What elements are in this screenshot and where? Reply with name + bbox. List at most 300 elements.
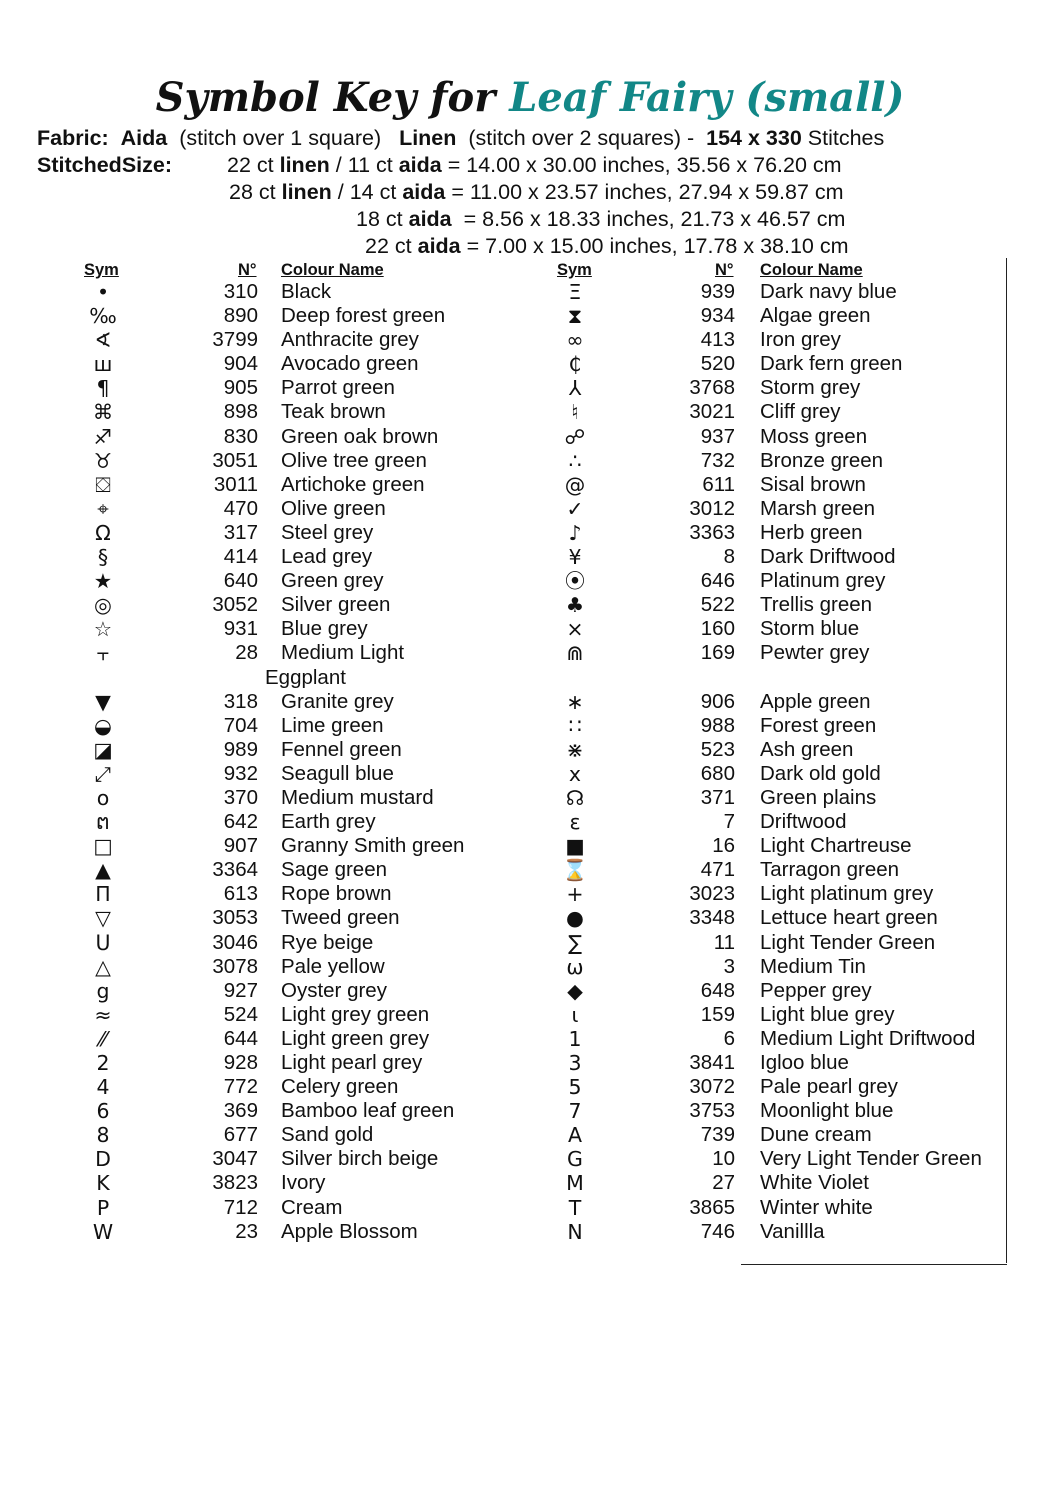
num-header: N°	[715, 261, 734, 279]
symbol-glyph: ɩ	[571, 1002, 579, 1027]
colour-name: Lead grey	[281, 545, 373, 569]
table-row	[0, 738, 1000, 762]
colour-name: Moonlight blue	[760, 1099, 894, 1123]
dmc-number: 3072	[689, 1075, 735, 1099]
colour-name: Silver green	[281, 593, 391, 617]
colour-name: Steel grey	[281, 520, 374, 544]
symbol-glyph: ◎	[94, 593, 112, 618]
fabric-type: aida	[402, 180, 446, 204]
sym-header: Sym	[557, 261, 592, 279]
size-value: = 8.56 x 18.33 inches, 21.73 x 46.57 cm	[463, 207, 846, 231]
dmc-number: 680	[700, 761, 735, 785]
symbol-glyph: W	[92, 1219, 114, 1244]
colour-name: Pewter grey	[760, 641, 870, 665]
colour-name: Iron grey	[760, 328, 841, 352]
symbol-glyph: ✓	[566, 496, 584, 521]
symbol-glyph: ⁄⁄	[99, 1026, 107, 1051]
table-row	[0, 400, 1000, 424]
symbol-glyph: ■	[565, 834, 585, 859]
colour-name: Oyster grey	[281, 978, 387, 1002]
table-row	[0, 931, 1000, 955]
colour-name: Parrot green	[281, 376, 395, 400]
symbol-glyph: §	[97, 545, 109, 570]
colour-name: Pale pearl grey	[760, 1075, 898, 1099]
stitched-size-line	[229, 180, 844, 205]
dmc-number: 413	[700, 328, 735, 352]
dmc-number: 613	[223, 882, 258, 906]
colour-name: Medium Tin	[760, 954, 866, 978]
symbol-glyph: ຕ	[96, 810, 110, 835]
colour-name: Dark navy blue	[760, 280, 897, 303]
symbol-glyph: ♐	[93, 424, 113, 449]
colour-name: Tweed green	[281, 906, 400, 930]
dmc-number: 732	[700, 448, 735, 472]
colour-name: Algae green	[760, 304, 871, 328]
table-row	[0, 1220, 1000, 1244]
dmc-number: 318	[223, 689, 258, 713]
dmc-number: 470	[223, 496, 258, 520]
pattern-name: Leaf Fairy (small)	[509, 74, 905, 121]
colour-name: Ivory	[281, 1171, 326, 1195]
colour-name: Light platinum grey	[760, 882, 934, 906]
dmc-number: 890	[223, 304, 258, 328]
ct-value: / 14 ct	[337, 180, 397, 204]
dmc-number: 937	[700, 424, 735, 448]
dmc-number: 905	[223, 376, 258, 400]
colour-name: Dark old gold	[760, 761, 881, 785]
dmc-number: 3021	[689, 400, 735, 424]
colour-name: Dark Driftwood	[760, 545, 896, 569]
dmc-number: 939	[700, 280, 735, 303]
dmc-number: 317	[223, 520, 258, 544]
size-value: = 14.00 x 30.00 inches, 35.56 x 76.20 cm	[447, 153, 842, 177]
symbol-glyph: ⨯	[566, 617, 584, 642]
table-row	[0, 882, 1000, 906]
symbol-glyph: ⫟	[96, 641, 110, 666]
table-row	[0, 328, 1000, 352]
dmc-number: 932	[223, 761, 258, 785]
symbol-glyph: ∞	[566, 328, 584, 353]
colour-name: Cream	[281, 1195, 343, 1219]
dmc-number: 522	[700, 593, 735, 617]
colour-name: Driftwood	[760, 810, 847, 834]
symbol-glyph: ▼	[95, 689, 111, 714]
symbol-glyph: ☊	[565, 785, 585, 810]
symbol-glyph: ◒	[94, 713, 112, 738]
symbol-glyph: ★	[93, 569, 113, 594]
colour-name: Deep forest green	[281, 304, 446, 328]
table-row	[0, 1147, 1000, 1171]
colour-name: Marsh green	[760, 496, 876, 520]
symbol-glyph: ◆	[567, 978, 583, 1003]
symbol-glyph: ⛋	[95, 472, 111, 497]
symbol-glyph: ●	[566, 906, 584, 931]
symbol-glyph: ∷	[568, 713, 582, 738]
symbol-glyph: Ω	[95, 520, 111, 545]
dmc-number: 520	[700, 352, 735, 376]
symbol-glyph: ¥	[568, 545, 582, 570]
colour-name: Fennel green	[281, 737, 402, 761]
colour-name: Herb green	[760, 520, 863, 544]
colour-name: Sisal brown	[760, 472, 866, 496]
symbol-glyph: ⧗	[567, 304, 583, 329]
colour-name: Light green grey	[281, 1026, 430, 1050]
symbol-glyph: D	[95, 1147, 111, 1172]
table-row	[0, 1099, 1000, 1123]
dmc-number: 898	[223, 400, 258, 424]
dmc-number: 27	[712, 1171, 735, 1195]
dmc-number: 16	[712, 834, 735, 858]
symbol-glyph: △	[95, 954, 111, 979]
table-row	[0, 1075, 1000, 1099]
colour-name: Olive tree green	[281, 448, 427, 472]
symbol-glyph: ♪	[568, 520, 582, 545]
name-header: Colour Name	[760, 261, 863, 279]
table-row	[0, 521, 1000, 545]
symbol-glyph: K	[96, 1171, 110, 1196]
colour-name: Medium mustard	[281, 785, 434, 809]
fabric-type: linen	[281, 180, 332, 204]
symbol-glyph: ⋇	[566, 737, 584, 762]
table-row	[0, 593, 1000, 617]
fabric-aida: Aida	[120, 126, 168, 150]
dmc-number: 3023	[689, 882, 735, 906]
fabric-aida-note: (stitch over 1 square)	[179, 126, 382, 150]
colour-name: Dune cream	[760, 1123, 872, 1147]
colour-name: Avocado green	[281, 352, 419, 376]
symbol-glyph: +	[566, 882, 584, 907]
symbol-glyph: ∴	[568, 448, 582, 473]
table-row	[0, 352, 1000, 376]
name-header: Colour Name	[281, 261, 384, 279]
symbol-glyph: ¶	[96, 376, 110, 401]
dmc-number: 3012	[689, 496, 735, 520]
fabric-linen-note: (stitch over 2 squares) -	[468, 126, 695, 150]
fabric-linen: Linen	[399, 126, 457, 150]
symbol-glyph: 5	[568, 1075, 582, 1100]
symbol-glyph: ⅄	[568, 376, 582, 401]
dmc-number: 3011	[213, 472, 258, 496]
symbol-glyph: 6	[96, 1099, 110, 1124]
colour-name: Storm grey	[760, 376, 861, 400]
colour-name: Granite grey	[281, 689, 394, 713]
dmc-number: 6	[723, 1026, 735, 1050]
symbol-glyph: N	[567, 1219, 583, 1244]
symbol-glyph: 8	[96, 1123, 110, 1148]
symbol-glyph: ◪	[93, 737, 113, 762]
colour-name: Earth grey	[281, 810, 376, 834]
colour-name: Light pearl grey	[281, 1051, 423, 1074]
page-title	[0, 74, 1060, 121]
dmc-number: 7	[723, 810, 735, 834]
dmc-number: 772	[223, 1075, 258, 1099]
symbol-glyph: ε	[569, 810, 581, 835]
colour-name: Light Tender Green	[760, 930, 936, 954]
symbol-glyph: ♉	[93, 448, 113, 473]
table-row	[0, 641, 1000, 665]
size-value: = 11.00 x 23.57 inches, 27.94 x 59.87 cm	[451, 180, 844, 204]
symbol-glyph: ᑌ	[95, 930, 111, 955]
dmc-number: 989	[223, 737, 258, 761]
table-row	[0, 955, 1000, 979]
dmc-number: 8	[723, 545, 735, 569]
colour-name: Dark fern green	[760, 352, 903, 376]
symbol-glyph: Ξ	[568, 280, 582, 304]
fabric-type: aida	[398, 153, 442, 177]
dmc-number: 10	[712, 1147, 735, 1171]
size-value: = 7.00 x 15.00 inches, 17.78 x 38.10 cm	[466, 234, 849, 258]
symbol-glyph: Π	[95, 882, 111, 907]
symbol-table-right	[0, 256, 1000, 1244]
symbol-glyph: o	[96, 785, 110, 810]
dmc-number: 3046	[212, 930, 258, 954]
dmc-number: 28	[235, 641, 258, 665]
table-row	[0, 473, 1000, 497]
dmc-number: 648	[700, 978, 735, 1002]
dmc-number: 907	[223, 834, 258, 858]
table-row	[0, 714, 1000, 738]
dmc-number: 3799	[212, 328, 258, 352]
dmc-number: 370	[223, 785, 258, 809]
symbol-glyph: ▽	[95, 906, 111, 931]
table-row	[0, 690, 1000, 714]
table-row	[0, 376, 1000, 400]
table-row	[0, 497, 1000, 521]
table-row	[0, 1051, 1000, 1075]
symbol-glyph: ⌘	[92, 400, 114, 425]
colour-name: Anthracite grey	[281, 328, 419, 352]
colour-name: Igloo blue	[760, 1051, 849, 1074]
dmc-number: 746	[700, 1219, 735, 1243]
dmc-number: 523	[700, 737, 735, 761]
table-row	[0, 906, 1000, 930]
right-border-line	[1006, 258, 1007, 1263]
row-spacer	[0, 666, 1000, 690]
bottom-border-line	[741, 1264, 1007, 1265]
symbol-glyph: ⌛	[562, 858, 588, 883]
colour-name: Lime green	[281, 713, 384, 737]
table-row	[0, 786, 1000, 810]
colour-name: Green grey	[281, 569, 384, 593]
dmc-number: 906	[700, 689, 735, 713]
ct-value: 18 ct	[356, 207, 403, 231]
stitched-size-label: StitchedSize:	[37, 153, 172, 177]
colour-name: Seagull blue	[281, 761, 394, 785]
symbol-glyph: ш	[93, 352, 113, 377]
dmc-number: 23	[235, 1219, 258, 1243]
colour-name: Lettuce heart green	[760, 906, 938, 930]
dmc-number: 3768	[689, 376, 735, 400]
table-row	[0, 617, 1000, 641]
colour-name: Sage green	[281, 858, 388, 882]
dmc-number: 3052	[212, 593, 258, 617]
colour-name: Sand gold	[281, 1123, 374, 1147]
num-header: N°	[238, 261, 257, 279]
stitches-label: Stitches	[807, 126, 885, 150]
dmc-number: 988	[700, 713, 735, 737]
colour-name: Light Chartreuse	[760, 834, 912, 858]
dmc-number: 931	[223, 617, 258, 641]
colour-name: Vanillla	[760, 1219, 825, 1243]
colour-name: Cliff grey	[760, 400, 841, 424]
symbol-glyph: ω	[566, 954, 584, 979]
fabric-type: aida	[417, 234, 461, 258]
colour-name: Silver birch beige	[281, 1147, 439, 1171]
fabric-type: linen	[279, 153, 330, 177]
dmc-number: 677	[223, 1123, 258, 1147]
dmc-number: 3053	[212, 906, 258, 930]
dmc-number: 3	[723, 954, 735, 978]
colour-name: Trellis green	[760, 593, 873, 617]
dmc-number: 310	[223, 280, 258, 303]
dmc-number: 640	[223, 569, 258, 593]
symbol-glyph: T	[568, 1195, 582, 1220]
fabric-label: Fabric:	[37, 126, 109, 150]
table-row	[0, 1027, 1000, 1051]
dmc-number: 830	[223, 424, 258, 448]
symbol-glyph: □	[93, 834, 113, 859]
colour-name: Green oak brown	[281, 424, 439, 448]
symbol-glyph: @	[564, 472, 586, 497]
dmc-number: 712	[223, 1195, 258, 1219]
symbol-glyph: ♣	[565, 593, 585, 618]
colour-name: Bamboo leaf green	[281, 1099, 455, 1123]
colour-name: Storm blue	[760, 617, 860, 641]
colour-name: Apple Blossom	[281, 1219, 418, 1243]
stitched-size-line	[356, 207, 845, 232]
dmc-number: 928	[223, 1051, 258, 1074]
symbol-glyph: A	[567, 1123, 583, 1148]
colour-name: Forest green	[760, 713, 877, 737]
symbol-glyph: ⤢	[94, 761, 112, 786]
sym-header: Sym	[84, 261, 119, 279]
dmc-number: 646	[700, 569, 735, 593]
dmc-number: 739	[700, 1123, 735, 1147]
symbol-glyph: x	[568, 761, 582, 786]
symbol-glyph: M	[566, 1171, 584, 1196]
dmc-number: 927	[223, 978, 258, 1002]
colour-name: Rope brown	[281, 882, 392, 906]
table-row	[0, 1171, 1000, 1195]
symbol-glyph: ⋒	[566, 641, 584, 666]
dmc-number: 169	[700, 641, 735, 665]
table-row	[0, 1123, 1000, 1147]
table-row	[0, 304, 1000, 328]
table-row	[0, 762, 1000, 786]
colour-name: Light blue grey	[760, 1002, 895, 1026]
symbol-glyph: ∢	[94, 328, 112, 353]
dmc-number: 611	[702, 472, 735, 496]
colour-name: Platinum grey	[760, 569, 886, 593]
table-row	[0, 858, 1000, 882]
colour-name: Ash green	[760, 737, 854, 761]
dmc-number: 3364	[212, 858, 258, 882]
colour-name: Very Light Tender Green	[760, 1147, 982, 1171]
symbol-glyph: P	[96, 1195, 110, 1220]
stitched-size-line	[227, 153, 842, 178]
symbol-glyph: ₵	[568, 352, 582, 377]
colour-name: Blue grey	[281, 617, 368, 641]
table-row	[0, 1196, 1000, 1220]
colour-name: Pale yellow	[281, 954, 385, 978]
colour-name: Medium Light Driftwood	[760, 1026, 976, 1050]
symbol-glyph: •	[96, 280, 110, 304]
symbol-glyph: 3	[568, 1051, 582, 1075]
table-row	[0, 545, 1000, 569]
colour-name: Medium Light	[281, 641, 405, 665]
dmc-number: 371	[700, 785, 735, 809]
dmc-number: 3348	[689, 906, 735, 930]
symbol-glyph: ☍	[564, 424, 586, 449]
symbol-glyph: 1	[568, 1026, 582, 1051]
colour-name: Apple green	[760, 689, 871, 713]
symbol-glyph: ♮	[571, 400, 579, 425]
dmc-number: 471	[700, 858, 735, 882]
table-row	[0, 280, 1000, 304]
symbol-glyph: ▲	[95, 858, 111, 883]
table-row	[0, 979, 1000, 1003]
ct-value: / 11 ct	[335, 153, 393, 177]
symbol-glyph: ⦿	[564, 569, 586, 594]
colour-name: Teak brown	[281, 400, 386, 424]
dmc-number: 3078	[212, 954, 258, 978]
colour-name: Moss green	[760, 424, 868, 448]
dmc-number: 3865	[689, 1195, 735, 1219]
dmc-number: 3753	[689, 1099, 735, 1123]
dmc-number: 644	[223, 1026, 258, 1050]
symbol-glyph: ∗	[566, 689, 584, 714]
ct-value: 28 ct	[229, 180, 276, 204]
colour-name: Light grey green	[281, 1002, 430, 1026]
colour-name: Pepper grey	[760, 978, 872, 1002]
colour-name: Green plains	[760, 785, 877, 809]
dmc-number: 3051	[212, 448, 258, 472]
symbol-glyph: ☆	[93, 617, 113, 642]
table-header	[0, 256, 1000, 280]
fabric-type: aida	[408, 207, 452, 231]
symbol-glyph: ⌖	[97, 496, 109, 521]
table-row	[0, 810, 1000, 834]
symbol-glyph: g	[96, 978, 110, 1003]
ct-value: 22 ct	[365, 234, 412, 258]
dmc-number: 3841	[689, 1051, 735, 1074]
table-row	[0, 425, 1000, 449]
symbol-glyph: 7	[568, 1099, 582, 1124]
symbol-glyph: 2	[96, 1051, 110, 1075]
colour-name: Granny Smith green	[281, 834, 465, 858]
stitch-size: 154 x 330	[706, 126, 802, 150]
dmc-number: 704	[223, 713, 258, 737]
symbol-glyph: ‰	[89, 304, 117, 329]
title-prefix: Symbol Key for	[155, 74, 496, 121]
colour-name: Black	[281, 280, 332, 303]
ct-value: 22 ct	[227, 153, 274, 177]
colour-name-continuation: Eggplant	[265, 665, 346, 689]
table-row	[0, 1003, 1000, 1027]
dmc-number: 3363	[689, 520, 735, 544]
table-row	[0, 834, 1000, 858]
symbol-glyph: 4	[96, 1075, 110, 1100]
symbol-glyph: G	[567, 1147, 583, 1172]
dmc-number: 904	[223, 352, 258, 376]
dmc-number: 934	[700, 304, 735, 328]
colour-name: Olive green	[281, 496, 386, 520]
colour-name: Bronze green	[760, 448, 884, 472]
dmc-number: 159	[700, 1002, 735, 1026]
dmc-number: 3823	[212, 1171, 258, 1195]
symbol-glyph: ∑	[568, 930, 582, 955]
dmc-number: 160	[700, 617, 735, 641]
